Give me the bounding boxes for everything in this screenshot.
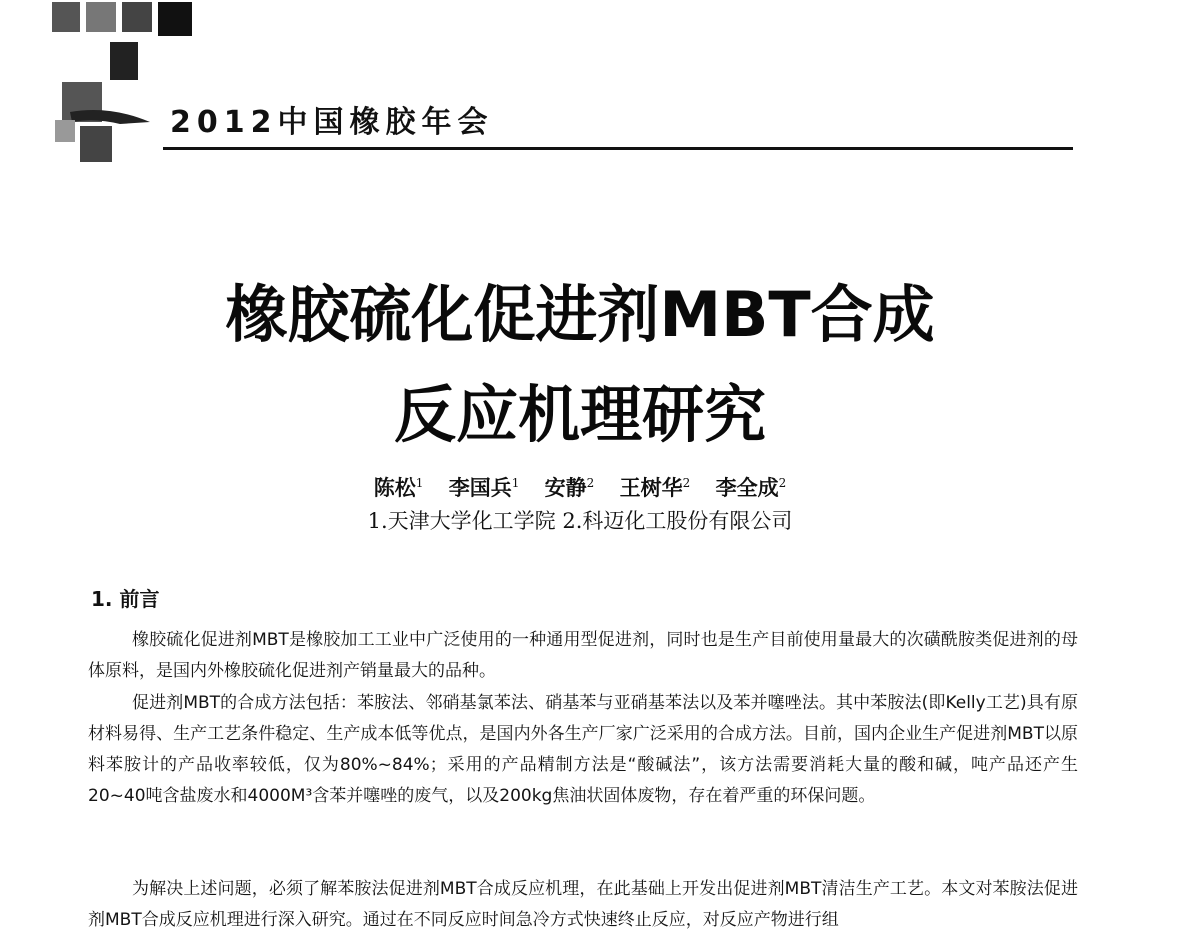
logo-square	[86, 2, 116, 32]
author-list	[0, 472, 1160, 502]
header-divider	[163, 147, 1073, 150]
affiliations: 1.天津大学化工学院 2.科迈化工股份有限公司	[367, 509, 793, 533]
paper-title-line-1: 橡胶硫化促进剂MBT合成	[225, 278, 935, 351]
logo-square	[110, 42, 138, 80]
logo-square	[80, 126, 112, 162]
author: 安静$^2$	[544, 475, 595, 500]
author: 李国兵$^1$	[448, 475, 520, 500]
logo-square	[158, 2, 192, 36]
conference-logo	[0, 0, 200, 170]
author: 李全成$^2$	[715, 475, 787, 500]
conference-title: 2012中国橡胶年会	[170, 105, 494, 140]
paper-title-line-2: 反应机理研究	[393, 378, 766, 451]
logo-square	[122, 2, 152, 32]
author: 陈松$^1$	[373, 475, 424, 500]
logo-square	[52, 2, 80, 32]
paragraph: 为解决上述问题，必须了解苯胺法促进剂MBT合成反应机理，在此基础上开发出促进剂MBT清洁生产工艺。本文对苯胺法促进剂MBT合成反应机理进行深入研究。通过在不同反应时间急冷方式快速终止反应，对反应产物进行组	[88, 879, 1078, 930]
paragraph: 促进剂MBT的合成方法包括：苯胺法、邻硝基氯苯法、硝基苯与亚硝基苯法以及苯并噻唑法。其中苯胺法(即Kelly工艺)具有原材料易得、生产工艺条件稳定、生产成本低等优点，是国内外各生产厂家广泛采用的合成方法。目前，国内企业生产促进剂MBT以原料苯胺计的产品收率较低，仅为80%~84%；采用的产品精制方法是“酸碱法”，该方法需要消耗大量的酸和碱，吨产品还产生20~40吨含盐废水和4000M³含苯并噻唑的废气，以及200kg焦油状固体废物，存在着严重的环保问题。	[88, 693, 1078, 806]
author: 王树华$^2$	[619, 475, 691, 500]
logo-square	[55, 120, 75, 142]
paragraph: 橡胶硫化促进剂MBT是橡胶加工工业中广泛使用的一种通用型促进剂，同时也是生产目前使用量最大的次磺酰胺类促进剂的母体原料，是国内外橡胶硫化促进剂产销量最大的品种。	[88, 630, 1078, 681]
section-heading: 1. 前言	[91, 587, 160, 611]
